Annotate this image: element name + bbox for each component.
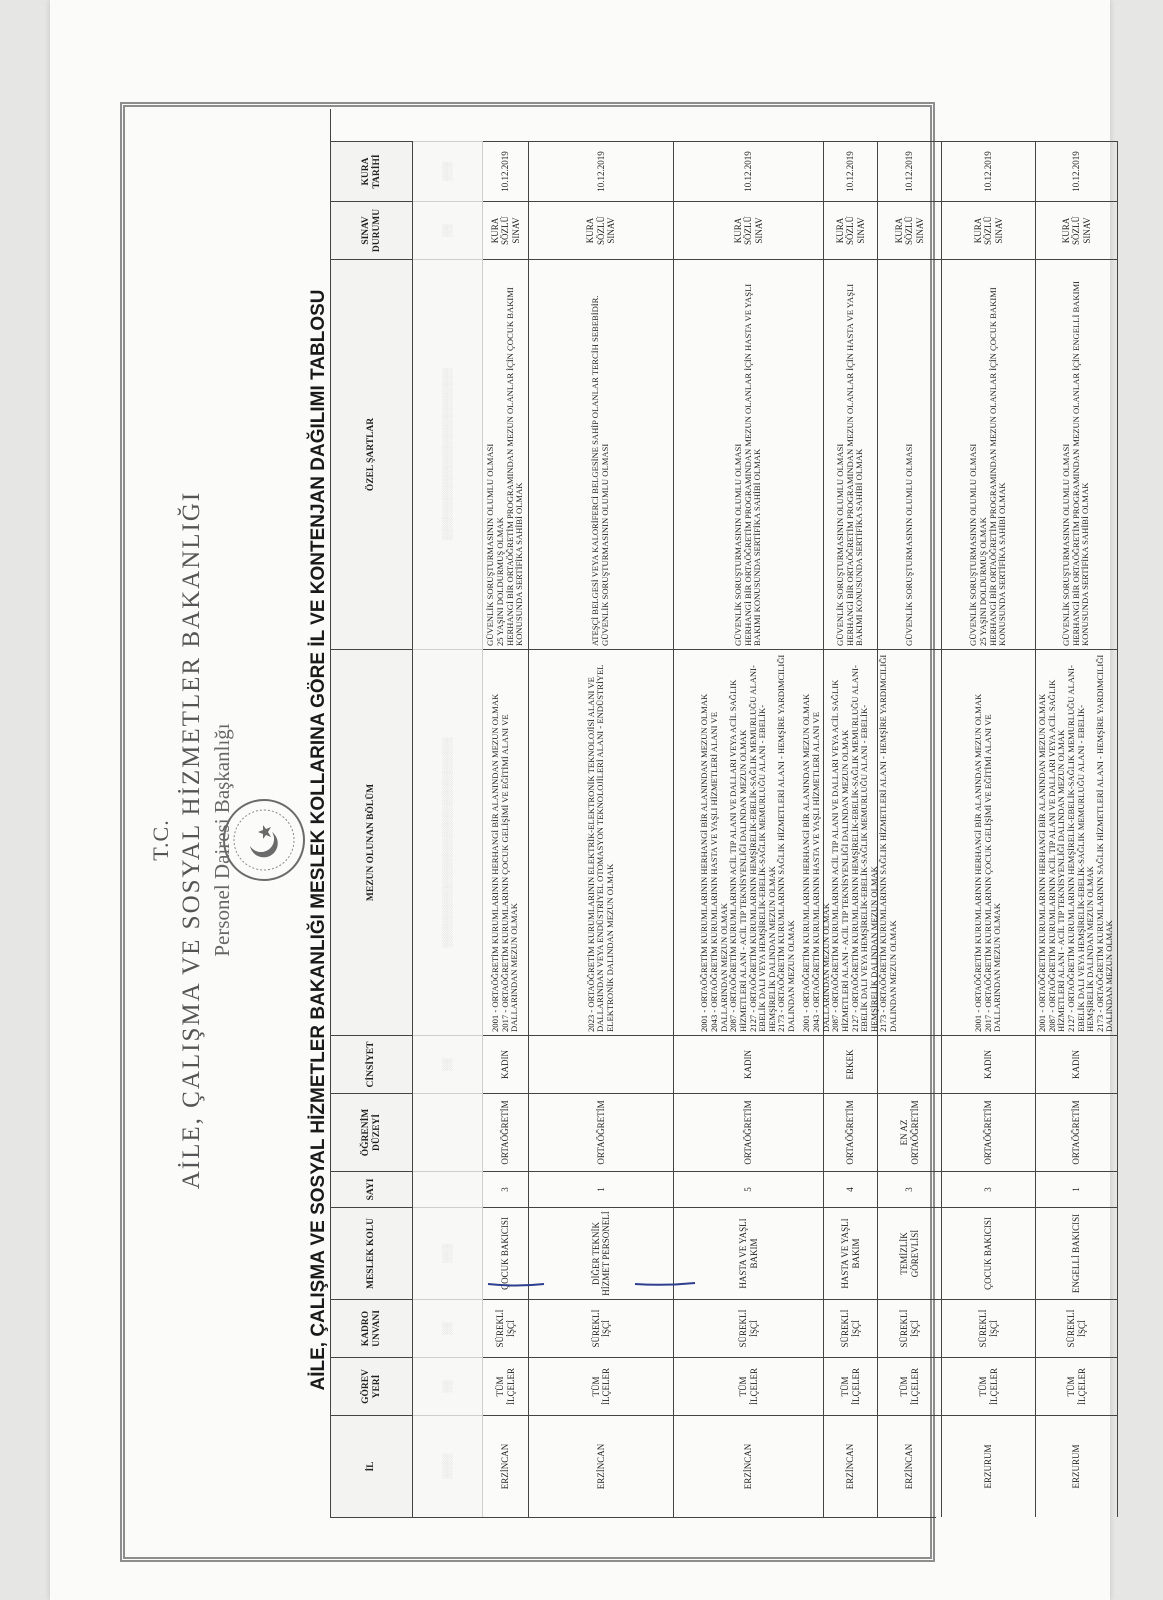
sinav-durumu-cell: KURA SÖZLÜ SINAV <box>1036 201 1118 259</box>
column-header-sayi: SAYI <box>331 1171 413 1207</box>
faded-row-cell: ░░░ <box>413 1207 483 1299</box>
column-header-sinav-durumu: SINAV DURUMU <box>331 201 413 259</box>
scanned-page <box>50 0 1115 1600</box>
kadro-unvani-cell: SÜREKLİ İŞÇİ <box>483 1299 529 1357</box>
kura-tarihi-cell: 10.12.2019 <box>483 141 529 201</box>
gorev-yeri-cell: TÜM İLÇELER <box>529 1357 674 1415</box>
gorev-yeri-cell: TÜM İLÇELER <box>1036 1357 1118 1415</box>
mezun-bolum-cell: 2001 - ORTAÖĞRETİM KURUMLARININ HERHANGİ BİR ALANINDAN MEZUN OLMAK 2043 - ORTAÖĞRETİM KURUMLARININ HASTA VE YAŞLI HİZMETLERİ ALANI VE DALLARINDAN MEZUN OLMAK 2087 - ORTAÖĞRETİM KURUMLARININ ACİL TIP ALANI VE DALLARI VEYA ACİL SAĞLIK HİZMETLERİ ALANI - ACİL TIP TEKNİSYENLİĞİ DALINDAN MEZUN OLMAK 2127 - ORTAÖĞRETİM KURUMLARININ HEMŞİRELİK-EBELİK-SAĞLIK MEMURLUĞU ALANI- EBELİK DALI VEYA HEMŞİRELİK-EBELİK-SAĞLIK MEMURLUĞU ALANI - EBELİK-HEMŞİRELİK DALINDAN MEZUN OLMAK 2173 - ORTAÖĞRETİM KURUMLARININ SAĞLIK HİZMETLERİ ALANI - HEMŞİRE YARDIMCILIĞI DALINDAN MEZUN OLMAK <box>824 649 878 1035</box>
mezun-bolum-cell: 2001 - ORTAÖĞRETİM KURUMLARININ HERHANGİ BİR ALANINDAN MEZUN OLMAK 2017 - ORTAÖĞRETİM KURUMLARININ ÇOCUK GELİŞİMİ VE EĞİTİMİ ALANI VE DALLARINDAN MEZUN OLMAK <box>483 649 529 1035</box>
cinsiyet-cell <box>878 1035 942 1093</box>
cinsiyet-cell: KADIN <box>674 1035 824 1093</box>
ozel-sartlar-cell: GÜVENLİK SORUŞTURMASININ OLUMLU OLMASI HERHANGİ BİR ORTAÖĞRETİM PROGRAMINDAN MEZUN OLANLAR İÇİN ENGELLİ BAKIMI KONUSUNDA SERTİFİKA SAHİBİ OLMAK <box>1036 259 1118 649</box>
kura-tarihi-cell: 10.12.2019 <box>529 141 674 201</box>
meslek-kolu-cell: ÇOCUK BAKICISI <box>483 1207 529 1299</box>
gorev-yeri-cell: TÜM İLÇELER <box>483 1357 529 1415</box>
column-header-cinsiyet: CİNSİYET <box>331 1035 413 1093</box>
ozel-sartlar-cell: GÜVENLİK SORUŞTURMASININ OLUMLU OLMASI 25 YAŞINI DOLDURMUŞ OLMAK HERHANGİ BİR ORTAÖĞRETİM PROGRAMINDAN MEZUN OLANLAR İÇİN ÇOCUK BAKIMI KONUSUNDA SERTİFİKA SAHİBİ OLMAK <box>483 259 529 649</box>
sayi-cell: 3 <box>878 1171 942 1207</box>
header-tc: T.C. <box>148 819 173 861</box>
column-header-il: İL <box>331 1415 413 1517</box>
kura-tarihi-cell: 10.12.2019 <box>1036 141 1118 201</box>
ozel-sartlar-cell: GÜVENLİK SORUŞTURMASININ OLUMLU OLMASI HERHANGİ BİR ORTAÖĞRETİM PROGRAMINDAN MEZUN OLANLAR İÇİN HASTA VE YAŞLI BAKIMI KONUSUNDA SERTİFİKA SAHİBİ OLMAK <box>824 259 878 649</box>
ozel-sartlar-cell: GÜVENLİK SORUŞTURMASININ OLUMLU OLMASI <box>878 259 942 649</box>
kura-tarihi-cell: 10.12.2019 <box>674 141 824 201</box>
ogrenim-cell: ORTAÖĞRETİM <box>529 1093 674 1171</box>
column-header-gorev-yeri: GÖREV YERİ <box>331 1357 413 1415</box>
meslek-kolu-cell: ÇOCUK BAKICISI <box>942 1207 1036 1299</box>
gorev-yeri-cell: TÜM İLÇELER <box>878 1357 942 1415</box>
kura-tarihi-cell: 10.12.2019 <box>878 141 942 201</box>
il-cell: ERZİNCAN <box>529 1415 674 1517</box>
ogrenim-cell: ORTAÖĞRETİM <box>942 1093 1036 1171</box>
ogrenim-cell: ORTAÖĞRETİM <box>483 1093 529 1171</box>
cinsiyet-cell: ERKEK <box>824 1035 878 1093</box>
gorev-yeri-cell: TÜM İLÇELER <box>824 1357 878 1415</box>
il-cell: ERZİNCAN <box>878 1415 942 1517</box>
sayi-cell: 3 <box>483 1171 529 1207</box>
faded-row-cell: ░░ <box>413 1035 483 1093</box>
sinav-durumu-cell: KURA SÖZLÜ SINAV <box>674 201 824 259</box>
sayi-cell: 1 <box>1036 1171 1118 1207</box>
sayi-cell: 1 <box>529 1171 674 1207</box>
ogrenim-cell: EN AZ ORTAÖĞRETİM <box>878 1093 942 1171</box>
ogrenim-cell: ORTAÖĞRETİM <box>824 1093 878 1171</box>
sinav-durumu-cell: KURA SÖZLÜ SINAV <box>483 201 529 259</box>
ozel-sartlar-cell: ATEŞÇİ BELGESİ VEYA KALORİFERCİ BELGESİNE SAHİP OLANLAR TERCİH SEBEBİDİR. GÜVENLİK SORUŞTURMASININ OLUMLU OLMASI <box>529 259 674 649</box>
kadro-unvani-cell: SÜREKLİ İŞÇİ <box>824 1299 878 1357</box>
faded-row-cell: ░░ <box>413 201 483 259</box>
il-cell: ERZURUM <box>1036 1415 1118 1517</box>
faded-row-cell: ░░ <box>413 1299 483 1357</box>
sinav-durumu-cell: KURA SÖZLÜ SINAV <box>529 201 674 259</box>
faded-row-cell: ░░ <box>413 1357 483 1415</box>
ozel-sartlar-cell: GÜVENLİK SORUŞTURMASININ OLUMLU OLMASI HERHANGİ BİR ORTAÖĞRETİM PROGRAMINDAN MEZUN OLANLAR İÇİN HASTA VE YAŞLI BAKIMI KONUSUNDA SERTİFİKA SAHİBİ OLMAK <box>674 259 824 649</box>
sinav-durumu-cell: KURA SÖZLÜ SINAV <box>824 201 878 259</box>
cinsiyet-cell <box>529 1035 674 1093</box>
ozel-sartlar-cell: GÜVENLİK SORUŞTURMASININ OLUMLU OLMASI 25 YAŞINI DOLDURMUŞ OLMAK HERHANGİ BİR ORTAÖĞRETİM PROGRAMINDAN MEZUN OLANLAR İÇİN ÇOCUK BAKIMI KONUSUNDA SERTİFİKA SAHİBİ OLMAK <box>942 259 1036 649</box>
cinsiyet-cell: KADIN <box>1036 1035 1118 1093</box>
mezun-bolum-cell: 2001 - ORTAÖĞRETİM KURUMLARININ HERHANGİ BİR ALANINDAN MEZUN OLMAK 2087 - ORTAÖĞRETİM KURUMLARININ ACİL TIP ALANI VE DALLARI VEYA ACİL SAĞLIK HİZMETLERİ ALANI - ACİL TIP TEKNİSYENLİĞİ DALINDAN MEZUN OLMAK 2127 - ORTAÖĞRETİM KURUMLARININ HEMŞİRELİK-EBELİK-SAĞLIK MEMURLUĞU ALANI- EBELİK DALI VEYA HEMŞİRELİK-EBELİK-SAĞLIK MEMURLUĞU ALANI - EBELİK-HEMŞİRELİK DALINDAN MEZUN OLMAK 2173 - ORTAÖĞRETİM KURUMLARININ SAĞLIK HİZMETLERİ ALANI - HEMŞİRE YARDIMCILIĞI DALINDAN MEZUN OLMAK <box>1036 649 1118 1035</box>
cinsiyet-cell: KADIN <box>942 1035 1036 1093</box>
faded-row-cell: ░░░░░░░░░░░░░░░░░░░░░░░░░░░ <box>413 259 483 649</box>
column-header-kadro-unvani: KADRO UNVANI <box>331 1299 413 1357</box>
il-cell: ERZİNCAN <box>674 1415 824 1517</box>
faded-row-cell <box>413 1171 483 1207</box>
kura-tarihi-cell: 10.12.2019 <box>824 141 878 201</box>
mezun-bolum-cell <box>878 649 942 1035</box>
column-header-meslek-kolu: MESLEK KOLU <box>331 1207 413 1299</box>
mezun-bolum-cell: 2023 - ORTAÖĞRETİM KURUMLARININ ELEKTRİK-ELEKTRONİK TEKNOLOJİSİ ALANI VE DALLARINDAN VEYA ENDÜSTRİYEL OTOMASYON TEKNOLOJİLERİ ALANI - ENDÜSTRİYEL ELEKTRONİK DALINDAN MEZUN OLMAK <box>529 649 674 1035</box>
mezun-bolum-cell: 2001 - ORTAÖĞRETİM KURUMLARININ HERHANGİ BİR ALANINDAN MEZUN OLMAK 2043 - ORTAÖĞRETİM KURUMLARININ HASTA VE YAŞLI HİZMETLERİ ALANI VE DALLARINDAN MEZUN OLMAK 2087 - ORTAÖĞRETİM KURUMLARININ ACİL TIP ALANI VE DALLARI VEYA ACİL SAĞLIK HİZMETLERİ ALANI - ACİL TIP TEKNİSYENLİĞİ DALINDAN MEZUN OLMAK 2127 - ORTAÖĞRETİM KURUMLARININ HEMŞİRELİK-EBELİK-SAĞLIK MEMURLUĞU ALANI- EBELİK DALI VEYA HEMŞİRELİK-EBELİK-SAĞLIK MEMURLUĞU ALANI - EBELİK-HEMŞİRELİK DALINDAN MEZUN OLMAK 2173 - ORTAÖĞRETİM KURUMLARININ SAĞLIK HİZMETLERİ ALANI - HEMŞİRE YARDIMCILIĞI DALINDAN MEZUN OLMAK <box>674 649 824 1035</box>
kadro-unvani-cell: SÜREKLİ İŞÇİ <box>942 1299 1036 1357</box>
il-cell: ERZURUM <box>942 1415 1036 1517</box>
il-cell: ERZİNCAN <box>824 1415 878 1517</box>
faded-row-cell <box>413 1093 483 1171</box>
ogrenim-cell: ORTAÖĞRETİM <box>674 1093 824 1171</box>
meslek-kolu-cell: HASTA VE YAŞLI BAKIM <box>824 1207 878 1299</box>
kadro-unvani-cell: SÜREKLİ İŞÇİ <box>878 1299 942 1357</box>
sayi-cell: 5 <box>674 1171 824 1207</box>
column-header-kura-tarihi: KURA TARİHİ <box>331 141 413 201</box>
column-header-ozel-sartlar: ÖZEL ŞARTLAR <box>331 259 413 649</box>
kadro-unvani-cell: SÜREKLİ İŞÇİ <box>529 1299 674 1357</box>
cinsiyet-cell: KADIN <box>483 1035 529 1093</box>
faded-row-cell: ░░░░ <box>413 1415 483 1517</box>
header-department: Personel Dairesi Başkanlığı <box>210 723 234 957</box>
kura-tarihi-cell: 10.12.2019 <box>942 141 1036 201</box>
faded-row-cell: ░░░ <box>413 141 483 201</box>
column-header-mezun-bolum: MEZUN OLUNAN BÖLÜM <box>331 649 413 1035</box>
ministry-seal-icon <box>220 796 308 884</box>
gorev-yeri-cell: TÜM İLÇELER <box>942 1357 1036 1415</box>
meslek-kolu-cell: TEMİZLİK GÖREVLİSİ <box>878 1207 942 1299</box>
kadro-unvani-cell: SÜREKLİ İŞÇİ <box>674 1299 824 1357</box>
header-ministry: AİLE, ÇALIŞMA VE SOSYAL HİZMETLER BAKANLIĞI <box>178 490 205 1190</box>
mezun-bolum-cell: 2001 - ORTAÖĞRETİM KURUMLARININ HERHANGİ BİR ALANINDAN MEZUN OLMAK 2017 - ORTAÖĞRETİM KURUMLARININ ÇOCUK GELİŞİMİ VE EĞİTİMİ ALANI VE DALLARINDAN MEZUN OLMAK <box>942 649 1036 1035</box>
sayi-cell: 3 <box>942 1171 1036 1207</box>
meslek-kolu-cell: ENGELLİ BAKICISI <box>1036 1207 1118 1299</box>
quota-table <box>330 109 1115 1518</box>
ogrenim-cell: ORTAÖĞRETİM <box>1036 1093 1118 1171</box>
faded-row-cell: ░░░░░░░░░░░░░░░░░░░░░░░░░░░░░░░░░ <box>413 649 483 1035</box>
sinav-durumu-cell: KURA SÖZLÜ SINAV <box>878 201 942 259</box>
gorev-yeri-cell: TÜM İLÇELER <box>674 1357 824 1415</box>
sinav-durumu-cell: KURA SÖZLÜ SINAV <box>942 201 1036 259</box>
kadro-unvani-cell: SÜREKLİ İŞÇİ <box>1036 1299 1118 1357</box>
table-title: AİLE, ÇALIŞMA VE SOSYAL HİZMETLER BAKANLIĞI MESLEK KOLLARINA GÖRE İL VE KONTENJAN DAĞILIMI TABLOSU <box>308 289 329 1391</box>
meslek-kolu-cell: HASTA VE YAŞLI BAKIM <box>674 1207 824 1299</box>
sayi-cell: 4 <box>824 1171 878 1207</box>
rotated-landscape-page <box>50 80 1115 1600</box>
meslek-kolu-cell: DİĞER TEKNİK HİZMET PERSONELİ <box>529 1207 674 1299</box>
column-header-ogrenim-duzeyi: ÖĞRENİM DÜZEYİ <box>331 1093 413 1171</box>
il-cell: ERZİNCAN <box>483 1415 529 1517</box>
